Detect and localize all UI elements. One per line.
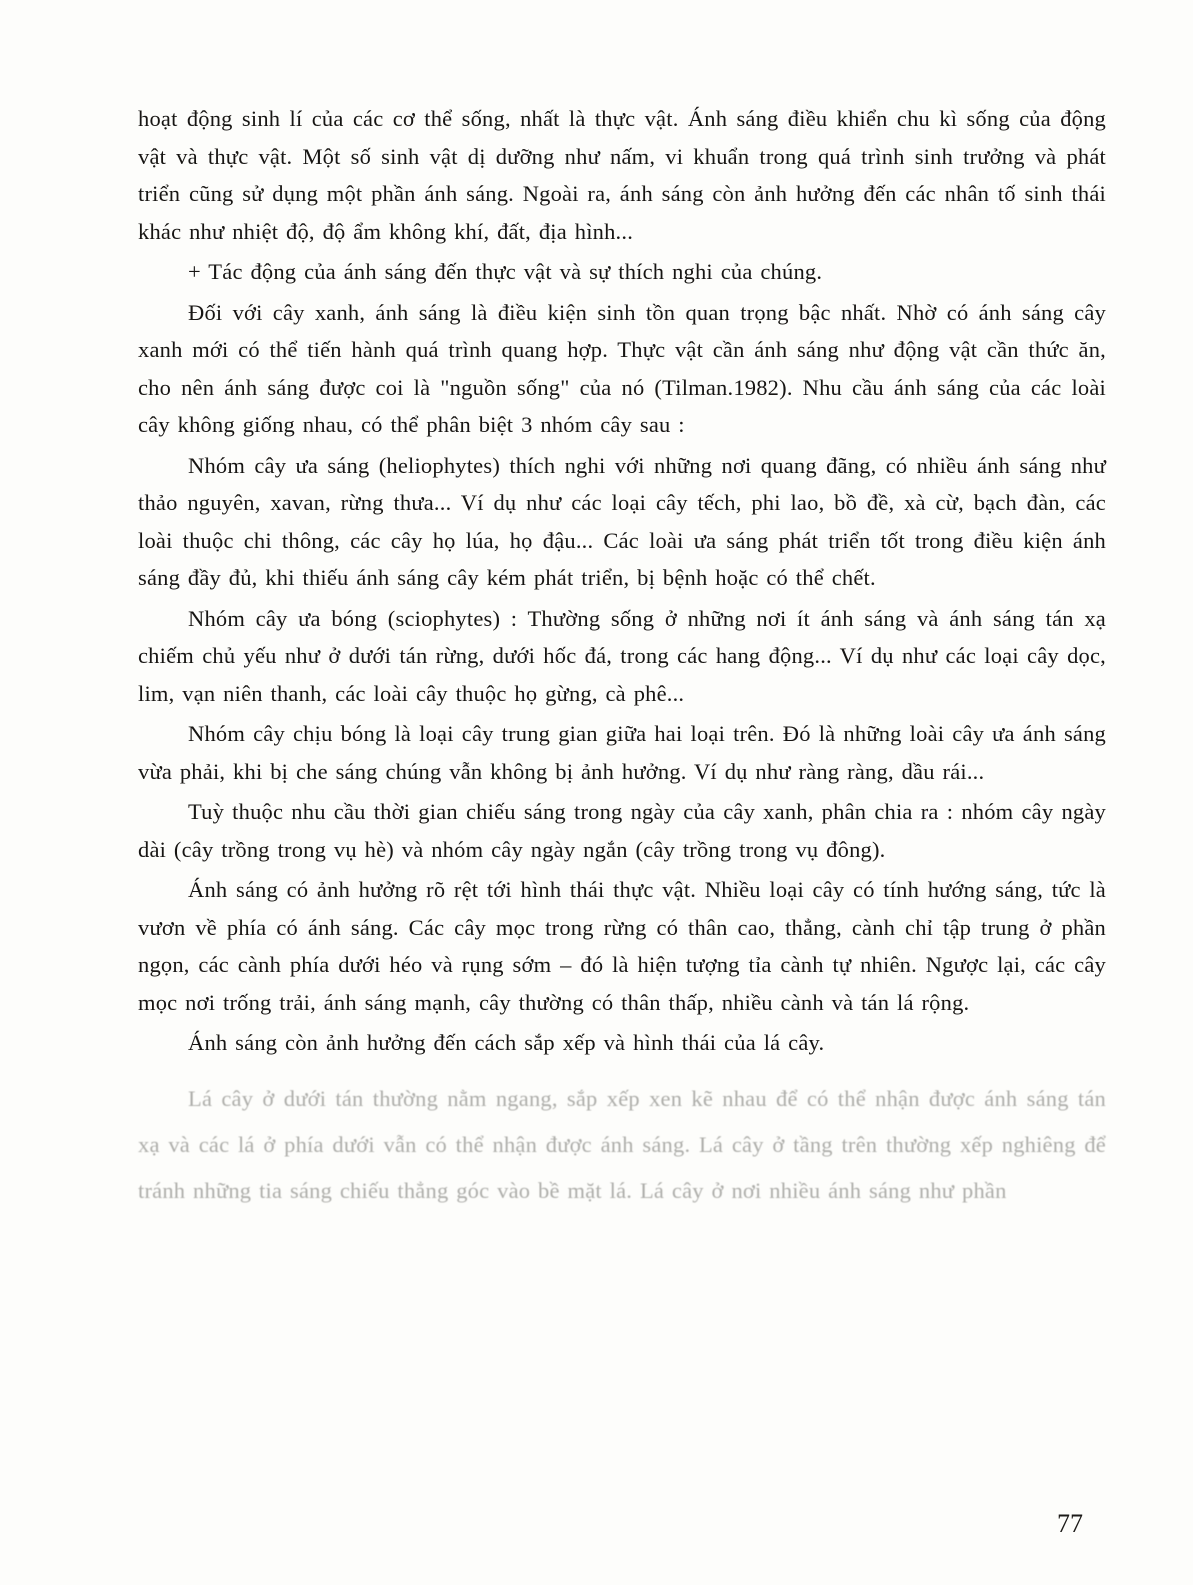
paragraph: Nhóm cây ưa bóng (sciophytes) : Thường sống ở những nơi ít ánh sáng và ánh sáng tán xạ chiếm chủ yếu như ở dưới tán rừng, dưới hốc đá, trong các hang động... Ví dụ như các loại cây dọc, lim, vạn niên thanh, các loài cây thuộc họ gừng, cà phê...: [138, 605, 1106, 706]
page-number: 77: [1057, 1509, 1083, 1538]
paragraph: + Tác động của ánh sáng đến thực vật và sự thích nghi của chúng.: [188, 259, 823, 284]
paragraph: Tuỳ thuộc nhu cầu thời gian chiếu sáng trong ngày của cây xanh, phân chia ra : nhóm cây ngày dài (cây trồng trong vụ hè) và nhóm cây ngày ngắn (cây trồng trong vụ đông).: [138, 799, 1106, 862]
paragraph: hoạt động sinh lí của các cơ thể sống, nhất là thực vật. Ánh sáng điều khiển chu kì sống của động vật và thực vật. Một số sinh vật dị dưỡng như nấm, vi khuẩn trong quá trình sinh trưởng và phát triển cũng sử dụng một phần ánh sáng. Ngoài ra, ánh sáng còn ảnh hưởng đến các nhân tố sinh thái khác như nhiệt độ, độ ẩm không khí, đất, địa hình...: [138, 106, 1106, 244]
paragraph: Đối với cây xanh, ánh sáng là điều kiện sinh tồn quan trọng bậc nhất. Nhờ có ánh sáng cây xanh mới có thể tiến hành quá trình quang hợp. Thực vật cần ánh sáng như động vật cần thức ăn, cho nên ánh sáng được coi là "nguồn sống" của nó (Tilman.1982). Nhu cầu ánh sáng của các loài cây không giống nhau, có thể phân biệt 3 nhóm cây sau :: [138, 299, 1106, 437]
paragraph: Nhóm cây chịu bóng là loại cây trung gian giữa hai loại trên. Đó là những loài cây ưa ánh sáng vừa phải, khi bị che sáng chúng vẫn không bị ảnh hưởng. Ví dụ như ràng ràng, dầu rái...: [138, 721, 1106, 784]
paragraph: Ánh sáng còn ảnh hưởng đến cách sắp xếp và hình thái của lá cây.: [188, 1030, 825, 1055]
paragraph: Nhóm cây ưa sáng (heliophytes) thích nghi với những nơi quang đãng, có nhiều ánh sáng như thảo nguyên, xavan, rừng thưa... Ví dụ như các loại cây tếch, phi lao, bồ đề, xà cừ, bạch đàn, các loài thuộc chi thông, các cây họ lúa, họ đậu... Các loài ưa sáng phát triển tốt trong điều kiện ánh sáng đầy đủ, khi thiếu ánh sáng cây kém phát triển, bị bệnh hoặc có thể chết.: [138, 452, 1106, 590]
page-text-block: [138, 100, 1106, 1217]
paragraph: Ánh sáng có ảnh hưởng rõ rệt tới hình thái thực vật. Nhiều loại cây có tính hướng sáng, tức là vươn về phía có ánh sáng. Các cây mọc trong rừng có thân cao, thẳng, cành chỉ tập trung ở phần ngọn, các cành phía dưới héo và rụng sớm – đó là hiện tượng tỉa cành tự nhiên. Ngược lại, các cây mọc nơi trống trải, ánh sáng mạnh, cây thường có thân thấp, nhiều cành và tán lá rộng.: [138, 877, 1106, 1015]
paragraph-faded-scan: Lá cây ở dưới tán thường nằm ngang, sắp xếp xen kẽ nhau để có thể nhận được ánh sáng tán xạ và các lá ở phía dưới vẫn có thể nhận được ánh sáng. Lá cây ở tầng trên thường xếp nghiêng để tránh những tia sáng chiếu thẳng góc vào bề mặt lá. Lá cây ở nơi nhiều ánh sáng như phần: [138, 1085, 1106, 1203]
